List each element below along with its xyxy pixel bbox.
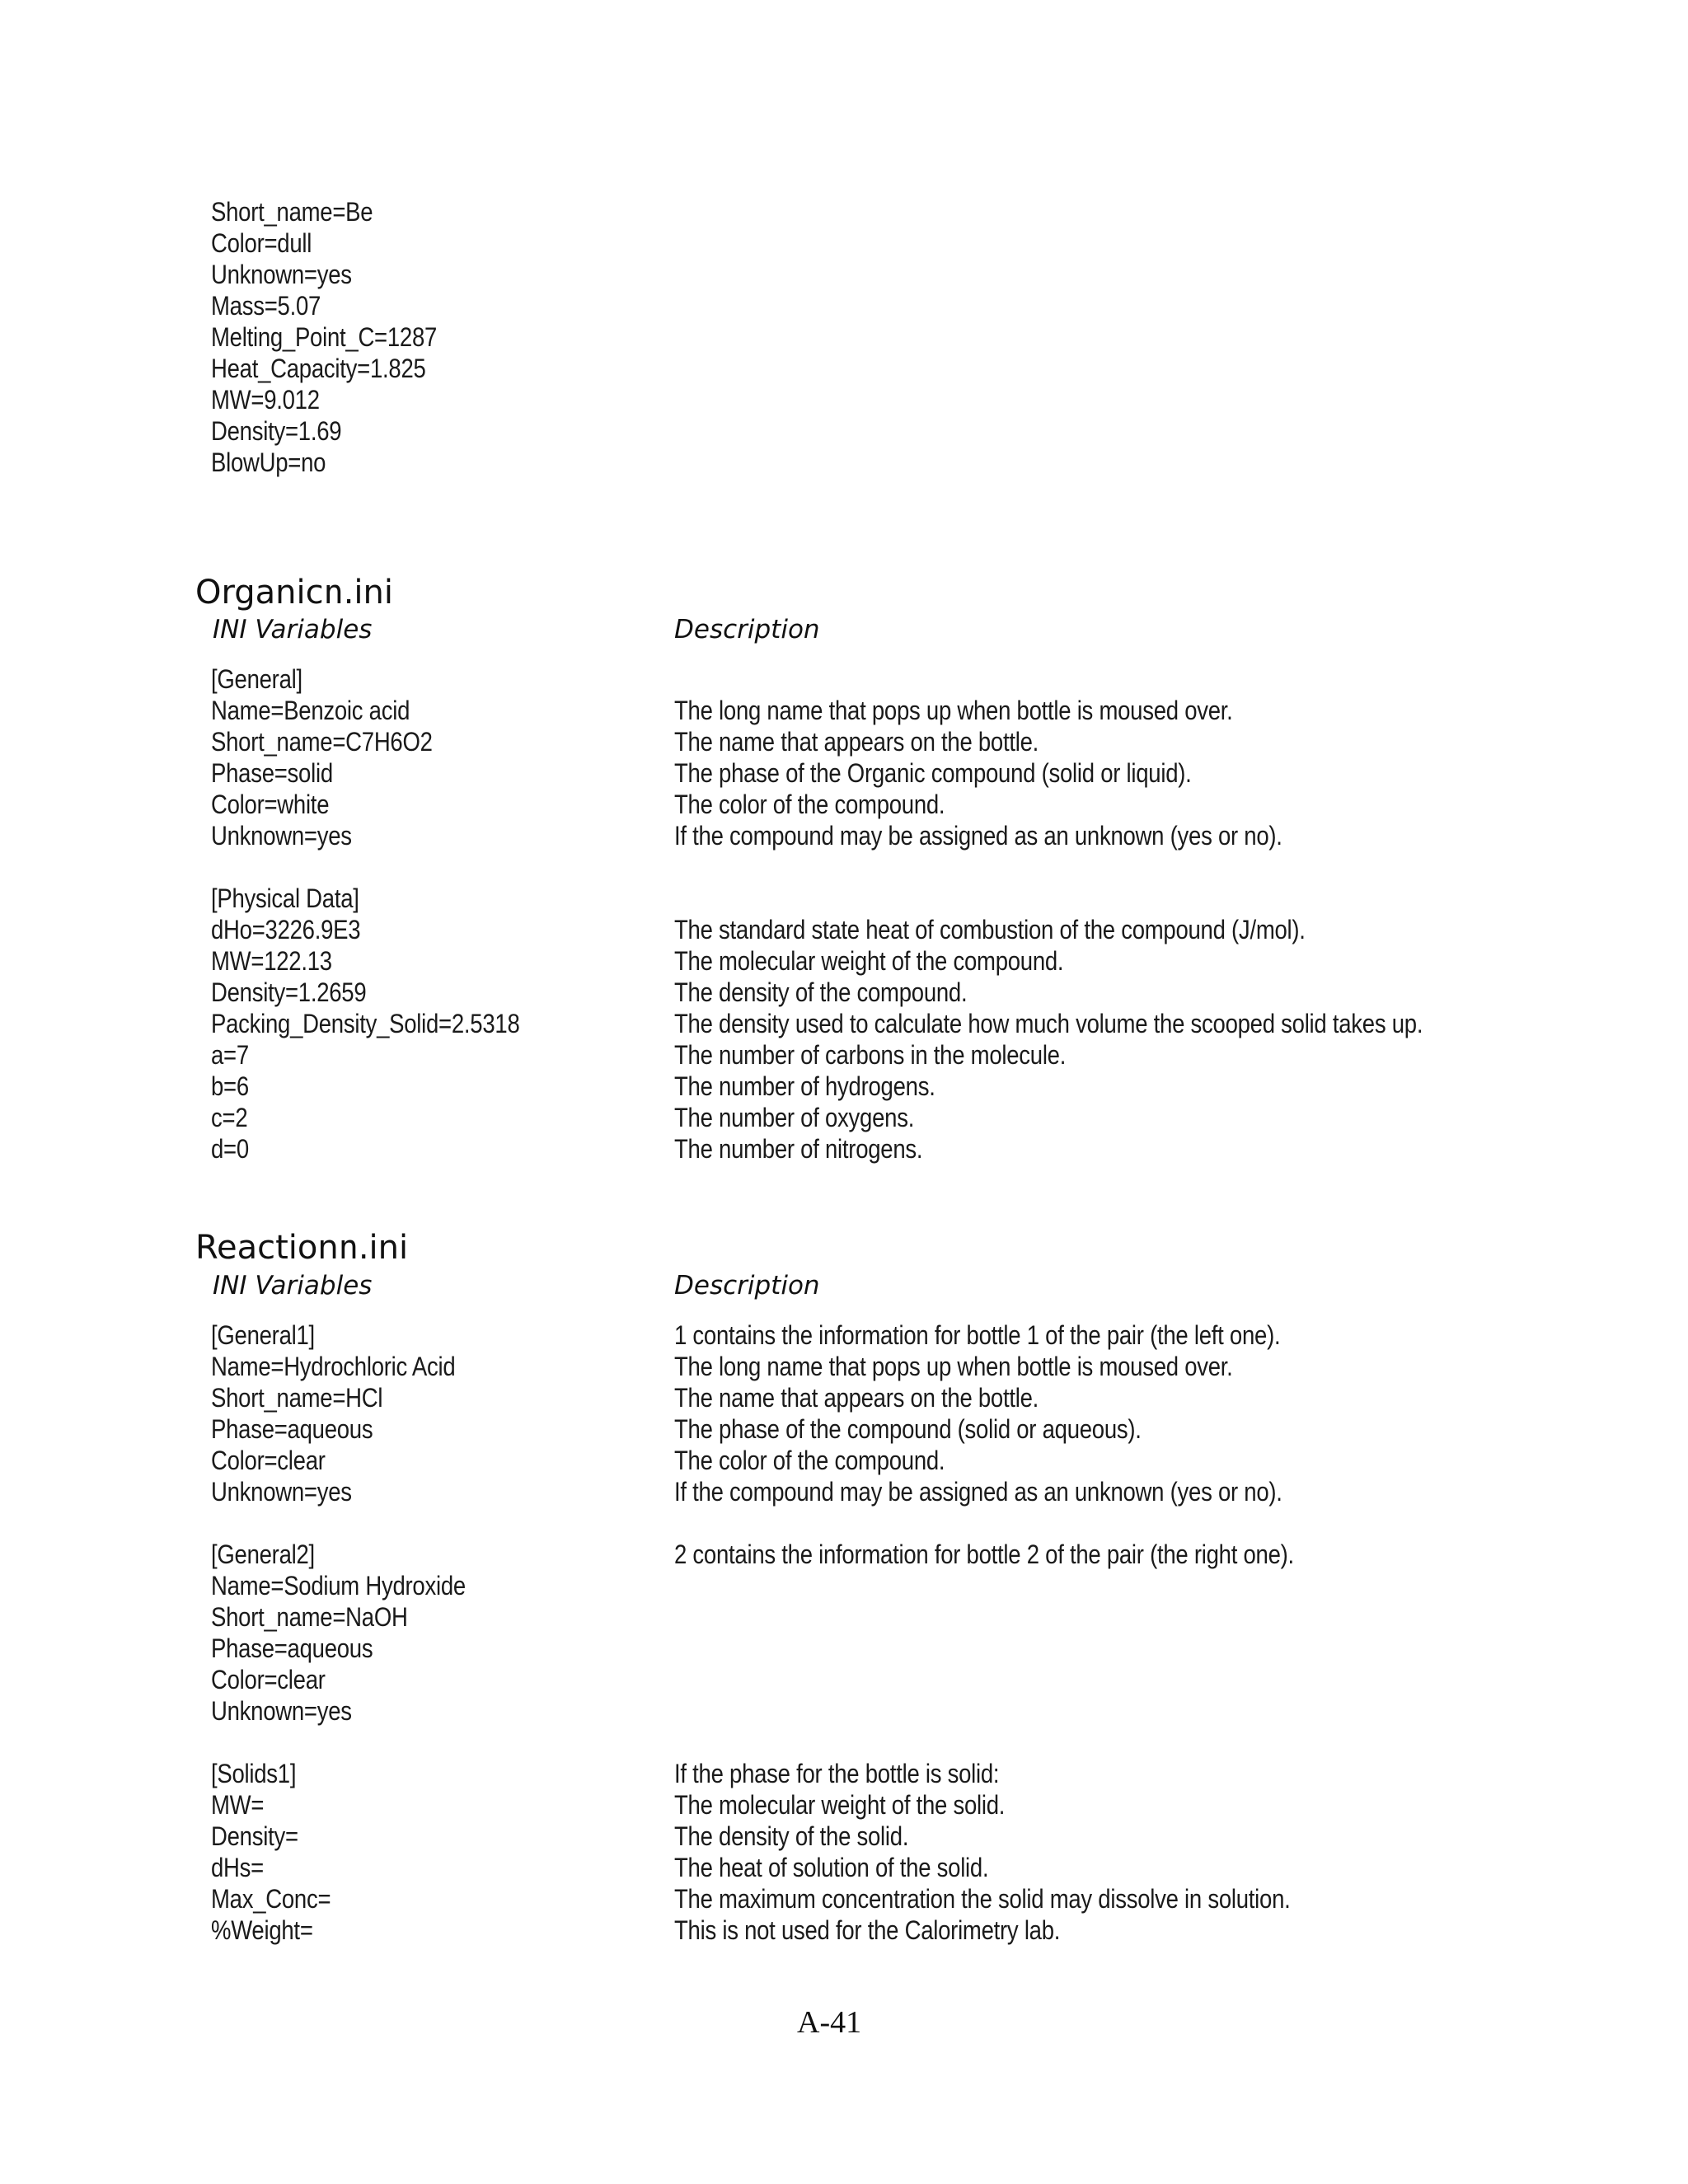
ini-variable: Name=Benzoic acid <box>211 696 410 725</box>
ini-variable: Phase=aqueous <box>211 1633 373 1663</box>
ini-variable: Short_name=HCl <box>211 1383 383 1413</box>
ini-description: The number of carbons in the molecule. <box>674 1040 1067 1070</box>
ini-variable: Density= <box>211 1821 298 1851</box>
ini-variable: Short_name=NaOH <box>211 1602 408 1632</box>
reaction-col-desc-header: Description <box>674 1271 820 1301</box>
reaction-ini-heading: Reactionn.ini <box>195 1229 409 1267</box>
ini-description: The color of the compound. <box>674 790 945 819</box>
ini-variable: [General1] <box>211 1320 315 1350</box>
ini-variable: Name=Hydrochloric Acid <box>211 1352 456 1381</box>
ini-variable: Phase=aqueous <box>211 1414 373 1444</box>
ini-description: The molecular weight of the compound. <box>674 946 1064 976</box>
ini-description: The heat of solution of the solid. <box>674 1853 989 1882</box>
ini-variable: MW=122.13 <box>211 946 332 976</box>
ini-variable: Density=1.2659 <box>211 977 367 1007</box>
ini-variable: Short_name=C7H6O2 <box>211 727 433 757</box>
ini-description: 2 contains the information for bottle 2 of the pair (the right one). <box>674 1540 1294 1569</box>
ini-variable: d=0 <box>211 1134 249 1164</box>
ini-description: This is not used for the Calorimetry lab. <box>674 1915 1061 1945</box>
ini-variable-line: MW=9.012 <box>211 385 320 415</box>
ini-variable: b=6 <box>211 1071 249 1101</box>
reaction-col-vars-header: INI Variables <box>213 1271 373 1301</box>
ini-description: The number of oxygens. <box>674 1103 915 1132</box>
ini-variable: Color=clear <box>211 1665 326 1694</box>
ini-variable: Color=clear <box>211 1446 326 1475</box>
page-number: A-41 <box>797 2005 862 2040</box>
ini-description: The long name that pops up when bottle is moused over. <box>674 696 1233 725</box>
ini-description: If the phase for the bottle is solid: <box>674 1759 1000 1788</box>
ini-variable-line: Melting_Point_C=1287 <box>211 322 438 352</box>
ini-variable: MW= <box>211 1790 265 1820</box>
ini-description: If the compound may be assigned as an unknown (yes or no). <box>674 1477 1282 1507</box>
ini-description: The density of the compound. <box>674 977 968 1007</box>
ini-description: The name that appears on the bottle. <box>674 1383 1039 1413</box>
ini-variable-line: Density=1.69 <box>211 416 342 446</box>
ini-variable: Name=Sodium Hydroxide <box>211 1571 466 1601</box>
ini-variable: Unknown=yes <box>211 821 352 851</box>
ini-variable: dHo=3226.9E3 <box>211 915 361 944</box>
ini-variable: Packing_Density_Solid=2.5318 <box>211 1009 520 1038</box>
ini-variable: Phase=solid <box>211 758 333 788</box>
ini-variable-line: Mass=5.07 <box>211 291 321 321</box>
ini-description: If the compound may be assigned as an unknown (yes or no). <box>674 821 1282 851</box>
ini-variable: Color=white <box>211 790 330 819</box>
ini-description: The phase of the compound (solid or aqueous). <box>674 1414 1142 1444</box>
ini-variable: Unknown=yes <box>211 1477 352 1507</box>
organic-physical-header: [Physical Data] <box>211 883 359 913</box>
organic-col-desc-header: Description <box>674 615 820 644</box>
ini-description: The name that appears on the bottle. <box>674 727 1039 757</box>
ini-variable: c=2 <box>211 1103 248 1132</box>
ini-variable-line: BlowUp=no <box>211 448 326 477</box>
ini-variable: Unknown=yes <box>211 1696 352 1726</box>
ini-variable: [General2] <box>211 1540 315 1569</box>
organic-general-header: [General] <box>211 664 302 694</box>
ini-description: The molecular weight of the solid. <box>674 1790 1006 1820</box>
ini-description: The color of the compound. <box>674 1446 945 1475</box>
ini-description: The density of the solid. <box>674 1821 909 1851</box>
ini-variable: a=7 <box>211 1040 249 1070</box>
ini-variable: %Weight= <box>211 1915 313 1945</box>
ini-description: The long name that pops up when bottle is moused over. <box>674 1352 1233 1381</box>
ini-variable: dHs= <box>211 1853 264 1882</box>
ini-description: The number of hydrogens. <box>674 1071 935 1101</box>
ini-variable-line: Color=dull <box>211 228 312 258</box>
ini-variable: Max_Conc= <box>211 1884 331 1914</box>
ini-variable-line: Short_name=Be <box>211 197 373 227</box>
organic-col-vars-header: INI Variables <box>213 615 373 644</box>
ini-variable: [Solids1] <box>211 1759 297 1788</box>
ini-description: 1 contains the information for bottle 1 of the pair (the left one). <box>674 1320 1281 1350</box>
ini-description: The maximum concentration the solid may dissolve in solution. <box>674 1884 1291 1914</box>
ini-variable-line: Unknown=yes <box>211 260 352 289</box>
ini-description: The density used to calculate how much volume the scooped solid takes up. <box>674 1009 1423 1038</box>
organic-ini-heading: Organicn.ini <box>195 574 393 612</box>
ini-description: The number of nitrogens. <box>674 1134 923 1164</box>
ini-description: The standard state heat of combustion of the compound (J/mol). <box>674 915 1306 944</box>
ini-variable-line: Heat_Capacity=1.825 <box>211 354 426 383</box>
ini-description: The phase of the Organic compound (solid or liquid). <box>674 758 1192 788</box>
